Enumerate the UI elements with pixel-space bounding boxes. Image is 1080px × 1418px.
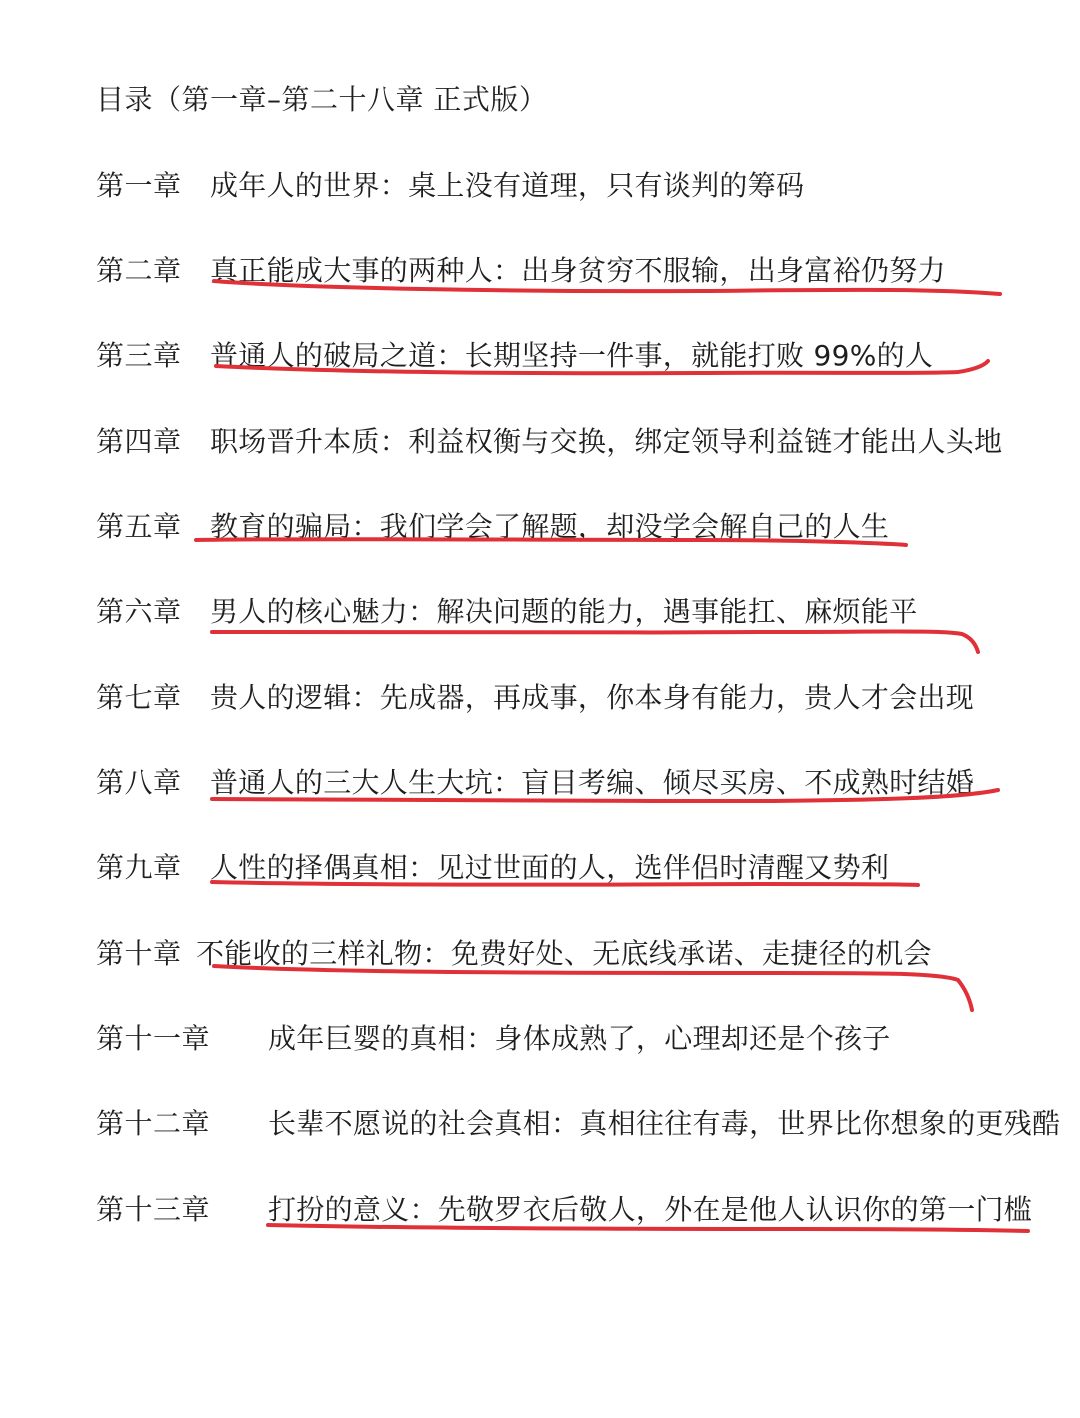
chapter-title: 职场晋升本质：利益权衡与交换，绑定领导利益链才能出人头地 bbox=[210, 425, 1003, 458]
chapter-title: 打扮的意义：先敬罗衣后敬人，外在是他人认识你的第一门槛 bbox=[268, 1193, 1033, 1226]
chapter-number: 第四章 bbox=[96, 425, 182, 458]
chapter-number: 第十章 bbox=[96, 937, 182, 970]
chapter-number: 第六章 bbox=[96, 595, 182, 628]
chapter-title: 男人的核心魅力：解决问题的能力，遇事能扛、麻烦能平 bbox=[210, 595, 918, 628]
chapter-title: 成年人的世界：桌上没有道理，只有谈判的筹码 bbox=[210, 169, 805, 202]
chapter-title: 成年巨婴的真相：身体成熟了，心理却还是个孩子 bbox=[268, 1022, 891, 1055]
chapter-title: 教育的骗局：我们学会了解题，却没学会解自己的人生 bbox=[210, 510, 890, 543]
chapter-number: 第七章 bbox=[96, 681, 182, 714]
chapter-number: 第十三章 bbox=[96, 1193, 211, 1226]
chapter-number: 第五章 bbox=[96, 510, 182, 543]
chapter-title: 普通人的三大人生大坑：盲目考编、倾尽买房、不成熟时结婚 bbox=[210, 766, 975, 799]
chapter-title: 人性的择偶真相：见过世面的人，选伴侣时清醒又势利 bbox=[210, 851, 890, 884]
chapter-number: 第三章 bbox=[96, 339, 182, 372]
chapter-title: 贵人的逻辑：先成器，再成事，你本身有能力，贵人才会出现 bbox=[210, 681, 975, 714]
chapter-title: 长辈不愿说的社会真相：真相往往有毒，世界比你想象的更残酷 bbox=[268, 1107, 1061, 1140]
underline-chapter-6 bbox=[212, 632, 978, 653]
chapter-number: 第二章 bbox=[96, 254, 182, 287]
chapter-number: 第十二章 bbox=[96, 1107, 211, 1140]
chapter-number: 第八章 bbox=[96, 766, 182, 799]
chapter-title: 真正能成大事的两种人：出身贫穷不服输，出身富裕仍努力 bbox=[210, 254, 946, 287]
chapter-title: 普通人的破局之道：长期坚持一件事，就能打败 99%的人 bbox=[210, 339, 934, 372]
chapter-number: 第一章 bbox=[96, 169, 182, 202]
chapter-number: 第九章 bbox=[96, 851, 182, 884]
chapter-title: 不能收的三样礼物：免费好处、无底线承诺、走捷径的机会 bbox=[196, 937, 932, 970]
toc-title: 目录（第一章–第二十八章 正式版） bbox=[96, 83, 548, 116]
chapter-number: 第十一章 bbox=[96, 1022, 211, 1055]
